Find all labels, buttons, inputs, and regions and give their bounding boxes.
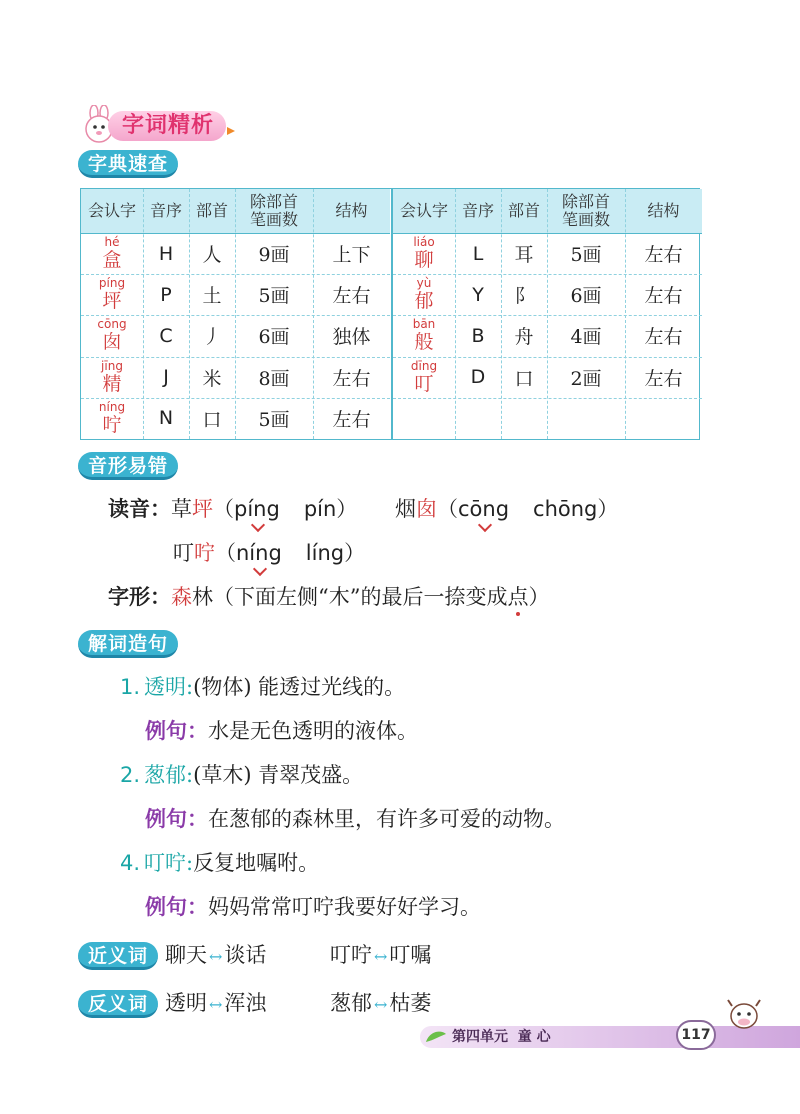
char-hanzi: 坪 <box>102 290 122 313</box>
table-strokes-cell: 6画 <box>570 285 602 308</box>
definition-term: 葱郁: <box>144 763 194 787</box>
section-tag-words: 解词造句 <box>78 630 178 658</box>
example-label: 例句： <box>145 895 208 919</box>
synonym-word: 聊天 <box>165 943 207 967</box>
table-char-cell <box>81 315 143 356</box>
table-header-cell: 音序 <box>149 201 182 220</box>
table-char-cell <box>393 233 455 274</box>
pinyin-wrong: líng <box>305 541 345 565</box>
char-pinyin: hé <box>104 235 120 250</box>
synonym-word: 叮咛 <box>330 943 372 967</box>
pinyin-correct: níng <box>236 538 282 568</box>
table-radical-cell: 土 <box>202 285 222 308</box>
example-label: 例句： <box>145 719 208 743</box>
table-radical-cell: 丿 <box>202 326 222 349</box>
char-pinyin: dīng <box>410 358 438 373</box>
pronunciation-line-3 <box>173 538 365 568</box>
definition-term: 透明: <box>144 675 194 699</box>
footer-topic: 童 心 <box>517 1029 551 1045</box>
char-hanzi: 般 <box>414 331 434 354</box>
table-right-half <box>391 189 702 439</box>
antonym-pair-1 <box>165 988 266 1020</box>
antonym-word: 葱郁 <box>330 991 372 1015</box>
glyph-highlight: 森 <box>171 585 192 609</box>
word-prefix: 烟 <box>395 497 416 521</box>
definition-meaning: 反复地嘱咐。 <box>193 851 320 875</box>
char-hanzi: 精 <box>102 372 122 395</box>
table-char-cell <box>393 315 455 356</box>
definition-1 <box>120 672 405 702</box>
dictionary-table <box>80 188 700 440</box>
table-structure-cell: 左右 <box>332 408 371 431</box>
table-header-cell: 会认字 <box>399 201 448 220</box>
paren: ） <box>344 541 366 565</box>
definition-number: 2. <box>120 763 141 787</box>
glyph-line <box>108 582 549 612</box>
pinyin-wrong: chōng <box>533 497 598 521</box>
synonym-pair-1 <box>165 940 266 972</box>
table-header-cell: 会认字 <box>87 201 136 220</box>
char-hanzi: 聊 <box>414 249 434 272</box>
example-label: 例句： <box>145 807 208 831</box>
table-header-cell: 除部首笔画数 <box>561 192 610 229</box>
word-highlight: 坪 <box>192 497 213 521</box>
char-hanzi: 囱 <box>102 331 122 354</box>
table-radical-cell: 口 <box>514 367 534 390</box>
table-letter-cell: B <box>471 324 485 347</box>
table-letter-cell: Y <box>472 283 484 306</box>
word-highlight: 囱 <box>416 497 437 521</box>
double-arrow-icon: ↔ <box>374 995 388 1014</box>
table-structure-cell: 左右 <box>644 367 683 390</box>
table-strokes-cell: 5画 <box>570 244 602 267</box>
table-strokes-cell: 8画 <box>258 367 290 390</box>
glyph-rest: 林 <box>192 585 213 609</box>
section-tag-confusables: 音形易错 <box>78 452 178 480</box>
table-structure-cell: 左右 <box>644 326 683 349</box>
char-pinyin: jīng <box>101 358 123 373</box>
char-pinyin: liáo <box>413 235 435 250</box>
footer-unit <box>452 1027 551 1047</box>
table-row-divider <box>393 398 702 399</box>
table-radical-cell: 阝 <box>514 285 534 308</box>
antonym-word: 浑浊 <box>224 991 267 1015</box>
pinyin-correct: píng <box>234 494 280 524</box>
example-sentence: 妈妈常常叮咛我要好好学习。 <box>208 895 481 919</box>
definition-term: 叮咛: <box>144 851 194 875</box>
synonym-pair-2 <box>330 940 431 972</box>
table-strokes-cell: 2画 <box>570 367 602 390</box>
table-radical-cell: 人 <box>202 244 222 267</box>
table-letter-cell: N <box>158 407 174 430</box>
table-char-cell <box>81 274 143 315</box>
char-pinyin: yù <box>416 276 432 291</box>
table-radical-cell: 口 <box>202 408 222 431</box>
paren: （ <box>215 541 236 565</box>
antonym-word: 枯萎 <box>389 991 432 1015</box>
table-letter-cell: P <box>160 283 172 306</box>
table-strokes-cell: 4画 <box>570 326 602 349</box>
table-structure-cell: 上下 <box>332 244 371 267</box>
table-structure-cell: 左右 <box>644 285 683 308</box>
table-structure-cell: 左右 <box>332 367 371 390</box>
char-hanzi: 盒 <box>102 249 122 272</box>
definition-2 <box>120 760 363 790</box>
pinyin-wrong: pín <box>303 497 337 521</box>
table-radical-cell: 舟 <box>514 326 534 349</box>
table-left-half <box>81 189 390 439</box>
table-strokes-cell: 5画 <box>258 408 290 431</box>
example-sentence: 水是无色透明的液体。 <box>208 719 418 743</box>
table-letter-cell: C <box>159 324 173 347</box>
glyph-note-end: ） <box>528 585 550 609</box>
table-char-cell <box>81 233 143 274</box>
char-hanzi: 叮 <box>414 372 434 395</box>
leaf-icon <box>424 1028 448 1046</box>
table-strokes-cell: 9画 <box>258 244 290 267</box>
table-letter-cell: D <box>470 366 486 389</box>
char-pinyin: cōng <box>97 317 127 332</box>
char-hanzi: 咛 <box>102 413 122 436</box>
glyph-label: 字形： <box>108 585 171 609</box>
char-pinyin: píng <box>98 276 126 291</box>
example-1 <box>145 716 418 746</box>
glyph-note-dot: 点 <box>507 582 528 612</box>
table-structure-cell: 独体 <box>332 326 371 349</box>
table-letter-cell: H <box>158 242 174 265</box>
footer-unit-label: 第四单元 <box>452 1029 508 1045</box>
table-header-cell: 部首 <box>507 201 540 220</box>
cow-mascot-icon <box>722 996 766 1036</box>
table-letter-cell: L <box>472 242 484 265</box>
table-structure-cell: 左右 <box>644 244 683 267</box>
double-arrow-icon: ↔ <box>209 995 223 1014</box>
table-header-cell: 音序 <box>461 201 494 220</box>
section-tag-dict: 字典速查 <box>78 150 178 178</box>
pronunciation-label: 读音： <box>108 497 171 521</box>
table-char-cell <box>393 274 455 315</box>
double-arrow-icon: ↔ <box>374 947 388 966</box>
example-3 <box>145 892 481 922</box>
pronunciation-line-2 <box>395 494 618 524</box>
char-pinyin: bān <box>412 317 436 332</box>
paren: ） <box>336 497 358 521</box>
carrot-icon <box>225 125 237 137</box>
table-header-cell: 除部首笔画数 <box>249 192 298 229</box>
table-header-cell: 部首 <box>195 201 228 220</box>
char-pinyin: níng <box>98 399 126 414</box>
table-letter-cell: J <box>163 366 169 389</box>
example-2 <box>145 804 565 834</box>
synonym-word: 谈话 <box>224 943 267 967</box>
table-strokes-cell: 6画 <box>258 326 290 349</box>
definition-3 <box>120 848 319 878</box>
paren: （ <box>437 497 458 521</box>
page-title-banner <box>80 105 230 145</box>
table-structure-cell: 左右 <box>332 285 371 308</box>
table-char-cell <box>81 398 143 439</box>
synonym-word: 叮嘱 <box>389 943 432 967</box>
definition-number: 4. <box>120 851 141 875</box>
table-strokes-cell: 5画 <box>258 285 290 308</box>
word-prefix: 草 <box>171 497 192 521</box>
definition-meaning: (草木) 青翠茂盛。 <box>193 763 364 787</box>
section-tag-antonyms: 反义词 <box>78 990 158 1018</box>
page-number: 117 <box>676 1020 716 1050</box>
definition-number: 1. <box>120 675 141 699</box>
definition-meaning: (物体) 能透过光线的。 <box>193 675 406 699</box>
word-highlight: 咛 <box>194 541 215 565</box>
table-radical-cell: 米 <box>202 367 222 390</box>
pronunciation-line-1 <box>108 494 357 524</box>
example-sentence: 在葱郁的森林里，有许多可爱的动物。 <box>208 807 565 831</box>
antonym-word: 透明 <box>165 991 207 1015</box>
paren: ） <box>597 497 619 521</box>
paren: （ <box>213 497 234 521</box>
table-char-cell <box>393 357 455 398</box>
page-title: 字词精析 <box>122 113 215 138</box>
glyph-note: （下面左侧“木”的最后一捺变成 <box>213 585 508 609</box>
pinyin-correct: cōng <box>458 494 509 524</box>
table-header-cell: 结构 <box>647 201 680 220</box>
section-tag-synonyms: 近义词 <box>78 942 158 970</box>
word-prefix: 叮 <box>173 541 194 565</box>
table-char-cell <box>81 357 143 398</box>
antonym-pair-2 <box>330 988 431 1020</box>
char-hanzi: 郁 <box>414 290 434 313</box>
table-header-cell: 结构 <box>335 201 368 220</box>
table-radical-cell: 耳 <box>514 244 534 267</box>
double-arrow-icon: ↔ <box>209 947 223 966</box>
